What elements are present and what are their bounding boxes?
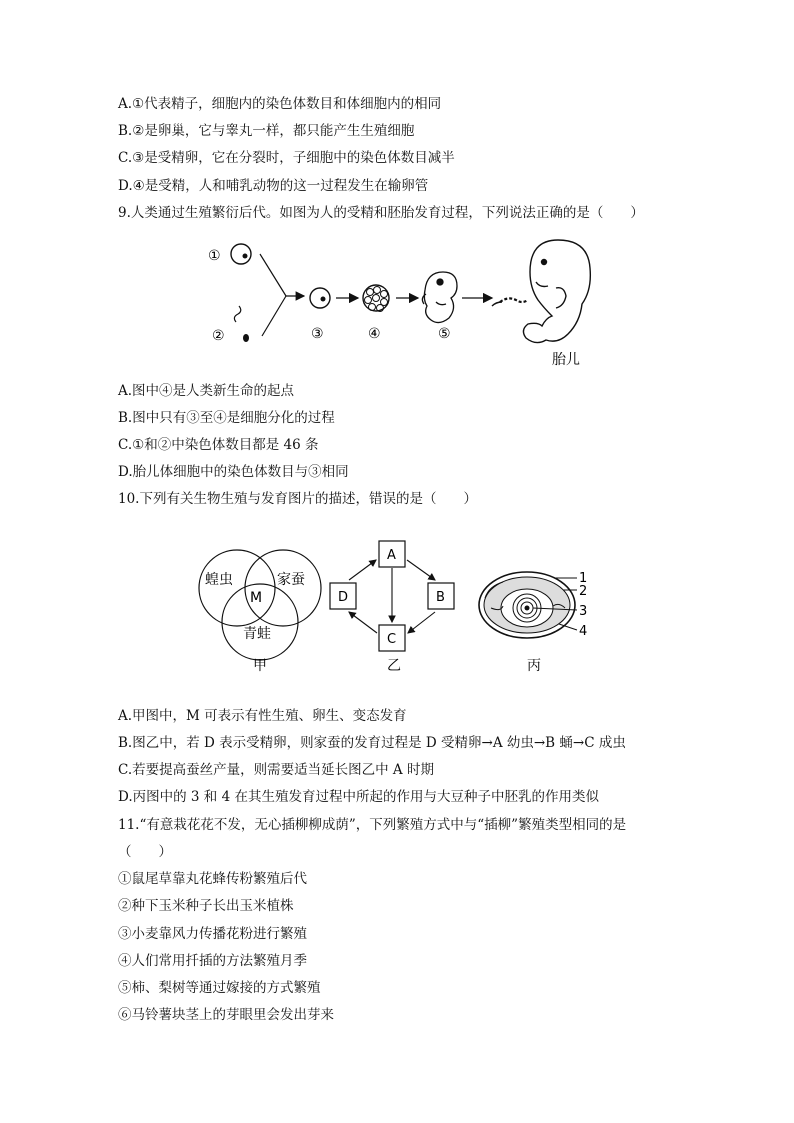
q9-option-b: B.图中只有③至④是细胞分化的过程 — [118, 410, 335, 426]
q11-item-6: ⑥马铃薯块茎上的芽眼里会发出芽来 — [118, 1007, 334, 1023]
box-b-label: B — [436, 590, 445, 605]
cycle-figure-yi — [325, 538, 465, 675]
egg-label-1: 1 — [579, 571, 588, 586]
q10-option-b: B.图乙中，若 D 表示受精卵，则家蚕的发育过程是 D 受精卵→A 幼虫→B 蛹→C 成虫 — [118, 735, 626, 751]
q9-stem: 9.人类通过生殖繁衍后代。如图为人的受精和胚胎发育过程，下列说法正确的是（ ） — [118, 205, 644, 221]
q9-option-d: D.胎儿体细胞中的染色体数目与③相同 — [118, 464, 349, 480]
box-c-label: C — [387, 632, 397, 647]
venn-frog: 青蛙 — [243, 626, 271, 642]
q11-item-1: ①鼠尾草靠丸花蜂传粉繁殖后代 — [118, 871, 307, 887]
fertilization-figure — [200, 232, 600, 370]
q10-option-a: A.甲图中，M 可表示有性生殖、卵生、变态发育 — [118, 708, 407, 724]
box-d-label: D — [338, 590, 349, 605]
fetus-label: 胎儿 — [552, 352, 580, 368]
morula — [363, 285, 389, 312]
fetus — [492, 240, 590, 343]
q10-option-c: C.若要提高蚕丝产量，则需要适当延长图乙中 A 时期 — [118, 762, 434, 778]
venn-locust: 蝗虫 — [205, 572, 233, 588]
venn-silkworm: 家蚕 — [277, 572, 305, 588]
q8-option-c: C.③是受精卵，它在分裂时，子细胞中的染色体数目减半 — [118, 150, 455, 166]
venn-center-m: M — [250, 590, 263, 606]
sperm-cell — [234, 306, 240, 322]
embryo — [422, 272, 457, 323]
label-5: ⑤ — [438, 326, 451, 342]
q11-item-3: ③小麦靠风力传播花粉进行繁殖 — [118, 926, 307, 942]
q8-option-d: D.④是受精，人和哺乳动物的这一过程发生在输卵管 — [118, 178, 429, 194]
egg-figure-bing — [475, 568, 595, 674]
q11-stem: 11.“有意栽花花不发，无心插柳柳成荫”，下列繁殖方式中与“插柳”繁殖类型相同的是 — [118, 817, 627, 833]
label-4: ④ — [368, 326, 381, 342]
q8-option-a: A.①代表精子，细胞内的染色体数目和体细胞内的相同 — [118, 96, 442, 112]
q9-option-a: A.图中④是人类新生命的起点 — [118, 383, 295, 399]
q8-option-b: B.②是卵巢，它与睾丸一样，都只能产生生殖细胞 — [118, 123, 415, 139]
label-1: ① — [208, 248, 221, 264]
venn-figure-jia — [195, 540, 325, 675]
q9-option-c: C.①和②中染色体数目都是 46 条 — [118, 437, 319, 453]
caption-yi: 乙 — [387, 658, 401, 674]
q11-item-2: ②种下玉米种子长出玉米植株 — [118, 898, 294, 914]
egg-label-3: 3 — [579, 604, 588, 619]
zygote — [310, 288, 330, 308]
caption-jia: 甲 — [253, 658, 267, 674]
egg-cell — [231, 244, 251, 264]
box-a-label: A — [387, 548, 396, 563]
caption-bing: 丙 — [527, 658, 541, 674]
q11-paren: （ ） — [118, 844, 172, 860]
egg-label-4: 4 — [579, 624, 588, 639]
label-2: ② — [212, 328, 225, 344]
q11-item-4: ④人们常用扦插的方法繁殖月季 — [118, 953, 307, 969]
egg-label-2: 2 — [579, 584, 588, 599]
q11-item-5: ⑤柿、梨树等通过嫁接的方式繁殖 — [118, 980, 321, 996]
label-3: ③ — [311, 326, 324, 342]
q10-stem: 10.下列有关生物生殖与发育图片的描述，错误的是（ ） — [118, 491, 477, 507]
q10-option-d: D.丙图中的 3 和 4 在其生殖发育过程中所起的作用与大豆种子中胚乳的作用类似 — [118, 789, 599, 805]
